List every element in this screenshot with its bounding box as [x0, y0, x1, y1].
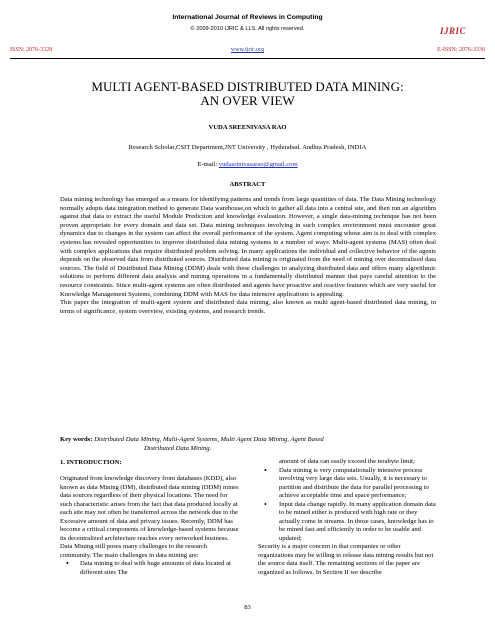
keywords-line-2: Distributed Data Mining. [144, 444, 212, 452]
author-affiliation: Research Scholar,CSIT Department,JNT University , Hyderabad. Andhra Pradesh, INDIA [128, 144, 367, 151]
issn-print: ISSN: 2076-3328 [10, 47, 53, 53]
challenges-list-part-1 [60, 560, 240, 577]
email-label: E-mail: [197, 161, 219, 168]
keywords-line-1: Distributed Data Mining, Multi-Agent Systems, Multi Agent Data Mining, Agent Based [92, 436, 324, 443]
keywords [60, 436, 436, 453]
header-divider [10, 58, 485, 59]
intro-paragraph-1: Originated from knowledge discovery from databases (KDD), also known as data Mining (DM), distributed data mining (DDM) mines data sources regardless of their physical locations. The need for such characteristic arises from the fact that data produced locally at each site may not often be transferred across the network due to the Excessive amount of data and privacy issues. Recently, DDM has become a critical components of knowledge-based systems because its decentralized architecture reaches every networked business. [60, 475, 239, 542]
column-left [60, 475, 240, 577]
title-line-2: AN OVER VIEW [200, 93, 295, 108]
abstract-body [60, 196, 436, 316]
issn-online: E-ISSN: 2076-3336 [437, 47, 485, 53]
journal-name: International Journal of Reviews in Computing [172, 14, 323, 21]
journal-url-link[interactable]: www.ijric.org [230, 47, 265, 53]
copyright-line: © 2009-2010 IJRIC & LLS. All rights reserved. [190, 26, 305, 32]
intro-paragraph-2: Data Mining still poses many challenges to the research community. The main challenges in data mining are: [60, 543, 208, 559]
author-email [0, 161, 495, 168]
paper-title [0, 80, 495, 108]
author-name: VUDA SREENIVASA RAO [208, 124, 287, 131]
challenges-list-part-2 [258, 467, 436, 544]
abstract-paragraph-1: Data mining technology has emerged as a means for identifying patterns and trends from large quantities of data. The Data Mining technology normally adopts data integration method to generate Data warehouse,on which to gather all data into a central site, and then run an algorithm against that data to extract the useful Module Prediction and knowledge evaluation. However, a single data-mining technique has not been proven appropriate for every domain and data set. Data mining techniques involving in such complex environment must encounter great dynamics due to changes in the system can affect the overall performance of the system. Agent computing whose aim is to deal with complex systems has revealed opportunities to improve distributed data mining systems in a number of ways. Multi-agent systems (MAS) often deal with complex applications that require distributed problem solving. In many applications the individual and collective behavior of the agents depends on the observed data from distributed sources. Distributed data mining is originated from the need of mining over decentralized data sources. The field of Distributed Data Mining (DDM) deals with these challenges in analyzing distributed data and offers many algorithmic solutions to perform different data analysis and mining operations in a fundamentally distributed manner that pays careful attention to the resource constraints. Since multi-agent systems are often distributed and agents have proactive and reactive features which are very useful for Knowledge Management Systems, combining DDM with MAS for data intensive applications is appealing. [60, 196, 436, 298]
column-right [258, 458, 436, 577]
abstract-paragraph-2: This paper the integration of multi-agent system and distributed data mining, also known as multi agent-based distributed data mining, in terms of significance, system overview, existing systems, and research trends. [60, 299, 436, 315]
email-link[interactable]: vudasrinivasarao@gmail.com [218, 161, 298, 168]
list-item: • Data mining is very computationally intensive process involving very large data sets. Usually, it is necessary to partition and distribute the data for parallel processing to achieve acceptable time and space performance; [258, 467, 436, 501]
security-paragraph: Security is a major concern in that companies or other organizations may be willing to release data mining results but not the source data itself. The remaining sections of the paper are organized as follows. In Section II we describe [258, 543, 434, 576]
journal-logo: IJRIC [440, 26, 467, 36]
section-heading-introduction: 1. INTRODUCTION: [60, 459, 122, 466]
list-item-continuation: amount of data can easily exceed the terabyte limit; [279, 458, 415, 465]
list-item: • Data mining to deal with huge amounts of data located at different sites The [60, 560, 240, 577]
title-line-1: MULTI AGENT-BASED DISTRIBUTED DATA MINING: [91, 79, 404, 94]
list-item: • Input data change rapidly. In many application domain data to be mined either is produced with high rate or they actually come in streams. In those cases, knowledge has to be mined fast and efficiently in order to be usable and updated; [258, 501, 436, 544]
page-number: 83 [244, 604, 251, 611]
keywords-label: Key words: [60, 436, 93, 443]
abstract-heading: ABSTRACT [229, 181, 266, 188]
